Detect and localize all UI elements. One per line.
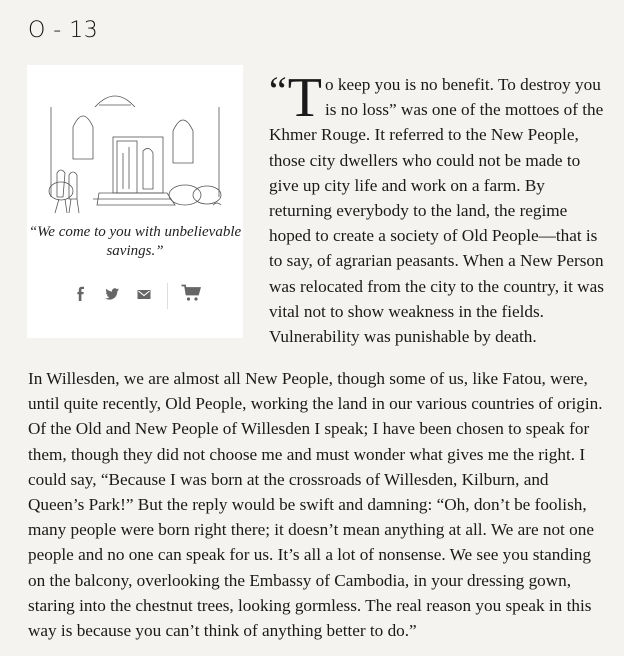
lead-paragraph-text: o keep you is no benefit. To destroy you is no loss” was one of the mottoes of the Khmer Rouge. It referred to the New People, those city dwellers who could not be made to give up city life and work on a farm. By returning everybody to the land, the regime hoped to create a society of Old People—that is to say, of agrarian peasants. When a New Person was relocated from the city to the country, it was vital not to show weakness in the fields. Vulnerability was punishable by death. <box>269 75 604 347</box>
cartoon-caption: “We come to you with unbelievable savings.” <box>28 224 242 259</box>
facebook-icon[interactable] <box>73 286 89 302</box>
email-icon[interactable] <box>136 286 152 302</box>
section-heading: O - 13 <box>28 18 99 43</box>
cartoon-card <box>27 65 243 338</box>
share-bar <box>27 283 243 307</box>
drop-cap: T <box>287 67 322 129</box>
body-paragraph: In Willesden, we are almost all New People, though some of us, like Fatou, were, until quite recently, Old People, working the land in our various countries of origin. Of the Old and New People of Willesden I speak; I have been chosen to speak for them, though they did not choose me and must wonder what gives me the right. I could say, “Because I was born at the crossroads of Willesden, Kilburn, and Queen’s Park!” But the reply would be swift and damning: “Oh, don’t be foolish, many people were born right there; it doesn’t mean anything at all. We are not one people and no one can speak for us. It’s all a lot of nonsense. We see you standing on the balcony, overlooking the Embassy of Cambodia, in your dressing gown, staring into the chestnut trees, looking gormless. The real reason you speak in this way is because you can’t think of anything better to do.” <box>28 369 603 641</box>
lead-paragraph <box>269 67 609 349</box>
drop-cap-quote: “ <box>269 68 287 113</box>
cartoon-illustration[interactable] <box>37 87 233 217</box>
share-divider <box>167 283 168 309</box>
shopping-cart-icon[interactable] <box>181 284 201 302</box>
twitter-icon[interactable] <box>104 286 120 302</box>
